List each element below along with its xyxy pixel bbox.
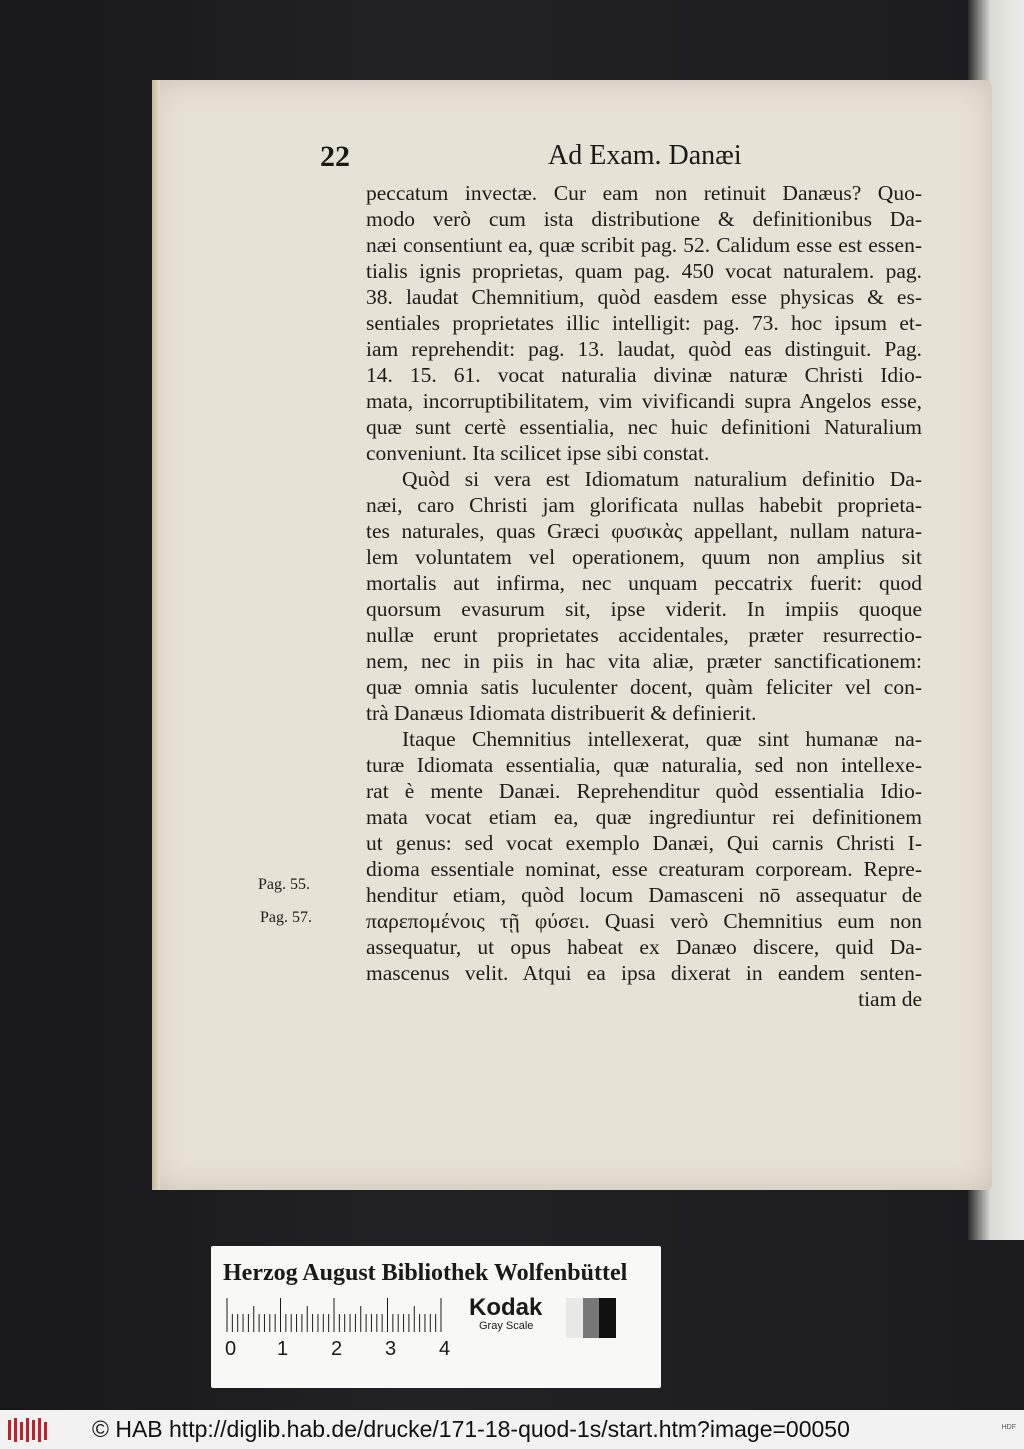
text-line: Itaque Chemnitius intellexerat, quæ sint humanæ na- <box>402 727 922 751</box>
library-name: Herzog August Bibliothek Wolfenbüttel <box>223 1260 628 1286</box>
text-line: nem, nec in piis in hac vita aliæ, præter sanctificationem: <box>366 649 922 673</box>
text-line: assequatur, ut opus habeat ex Danæo discere, quid Da- <box>366 935 922 959</box>
text-line: Quòd si vera est Idiomatum naturalium definitio Da- <box>402 467 922 491</box>
text-line: tialis ignis proprietas, quam pag. 450 vocat naturalem. pag. <box>366 259 922 283</box>
gray-scale-patch <box>566 1298 616 1338</box>
running-title: Ad Exam. Danæi <box>548 140 742 171</box>
kodak-logo: Kodak <box>469 1294 543 1321</box>
ruler-number: 2 <box>331 1338 343 1360</box>
text-line: mata vocat etiam ea, quæ ingrediuntur rei definitionem <box>366 805 922 829</box>
footer-bar <box>0 1410 1024 1449</box>
ruler-number: 0 <box>225 1338 237 1360</box>
copyright-url: © HAB http://diglib.hab.de/drucke/171-18-quod-1s/start.htm?image=00050 <box>92 1416 850 1442</box>
text-line: 14. 15. 61. vocat naturalia divinæ naturæ Christi Idio- <box>366 363 922 387</box>
text-line: quorsum evasurum sit, ipse viderit. In impiis quoque <box>366 597 922 621</box>
text-line: quæ omnia satis luculenter docent, quàm feliciter vel con- <box>366 675 922 699</box>
page-gutter-edge <box>152 80 160 1190</box>
ruler-number: 1 <box>277 1338 289 1360</box>
library-label-card <box>211 1246 661 1388</box>
text-line: nullæ erunt proprietates accidentales, præter resurrectio- <box>366 623 922 647</box>
text-line: ut genus: sed vocat exemplo Danæi, Qui carnis Christi I- <box>366 831 922 855</box>
text-line: mascenus velit. Atqui ea ipsa dixerat in eandem senten- <box>366 961 922 985</box>
text-line: 38. laudat Chemnitium, quòd easdem esse physicas & es- <box>366 285 922 309</box>
text-line: conveniunt. Ita scilicet ipse sibi constat. <box>366 441 710 465</box>
text-line: mata, incorruptibilitatem, vim vivificandi supra Angelos esse, <box>366 389 922 413</box>
text-line: παρεπομένοις τῇ φύσει. Quasi verò Chemnitius eum non <box>366 909 922 933</box>
text-line: turæ Idiomata essentialia, quæ naturalia, sed non intellexe- <box>366 753 922 777</box>
page-number: 22 <box>320 140 350 173</box>
footer-mark: HDF <box>1001 1424 1016 1431</box>
text-line: rat è mente Danæi. Reprehenditur quòd essentialia Idio- <box>366 779 922 803</box>
text-line: trà Danæus Idiomata distribuerit & definierit. <box>366 701 757 725</box>
text-line: næi, caro Christi jam glorificata nullas habebit proprieta- <box>366 493 922 517</box>
margin-note: Pag. 57. <box>260 909 312 926</box>
text-line: quæ sunt certè essentialia, nec huic definitioni Naturalium <box>366 415 922 439</box>
ruler-numbers <box>225 1338 465 1368</box>
ruler-number: 4 <box>439 1338 451 1360</box>
hab-logo-icon <box>6 1416 50 1444</box>
text-line: tes naturales, quas Græci φυσικὰς appellant, nullam natura- <box>366 519 922 543</box>
text-line: iam reprehendit: pag. 13. laudat, quòd eas distinguit. Pag. <box>366 337 922 361</box>
text-line: næi consentiunt ea, quæ scribit pag. 52. Calidum esse est essen- <box>366 233 922 257</box>
kodak-subtitle: Gray Scale <box>479 1320 534 1332</box>
body-text <box>366 180 922 1012</box>
text-line: peccatum invectæ. Cur eam non retinuit Danæus? Quo- <box>366 181 922 205</box>
text-line: mortalis aut infirma, nec unquam peccatrix fuerit: quod <box>366 571 922 595</box>
text-line: tiam de <box>858 987 922 1011</box>
text-line: sentiales proprietates illic intelligit: pag. 73. hoc ipsum et- <box>366 311 922 335</box>
margin-note: Pag. 55. <box>258 876 310 893</box>
text-line: dioma essentiale nominat, esse creaturam corpoream. Repre- <box>366 857 922 881</box>
text-line: henditur etiam, quòd locum Damasceni nō assequatur de <box>366 883 922 907</box>
ruler-number: 3 <box>385 1338 397 1360</box>
text-line: lem voluntatem vel operationem, quum non amplius sit <box>366 545 922 569</box>
running-head <box>310 140 930 180</box>
ruler-scale <box>225 1296 457 1332</box>
text-line: modo verò cum ista distributione & definitionibus Da- <box>366 207 922 231</box>
